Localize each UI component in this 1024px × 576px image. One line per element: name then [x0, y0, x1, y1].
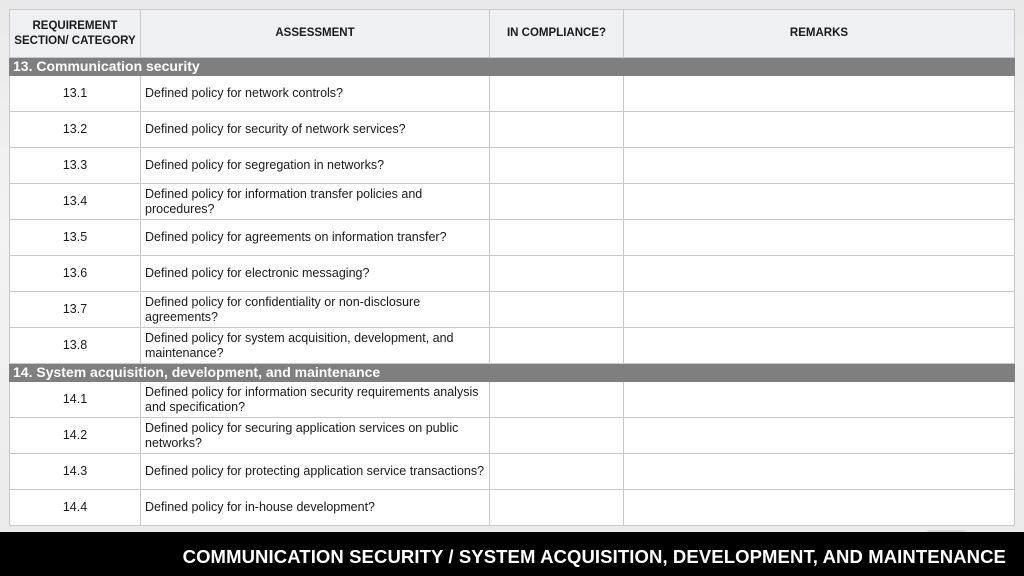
requirement-number-cell: 13.6	[10, 256, 141, 292]
table-row	[10, 328, 1015, 364]
table-row	[10, 76, 1015, 112]
section-header-row	[10, 364, 1015, 382]
compliance-cell[interactable]	[490, 418, 624, 454]
remarks-cell[interactable]	[624, 76, 1015, 112]
assessment-cell: Defined policy for information security requirements analysis and specification?	[141, 382, 490, 418]
assessment-cell: Defined policy for system acquisition, development, and maintenance?	[141, 328, 490, 364]
remarks-cell[interactable]	[624, 454, 1015, 490]
compliance-cell[interactable]	[490, 112, 624, 148]
section-title: 13. Communication security	[10, 58, 1015, 76]
header-compliance: IN COMPLIANCE?	[490, 10, 624, 58]
compliance-cell[interactable]	[490, 328, 624, 364]
assessment-cell: Defined policy for segregation in networks?	[141, 148, 490, 184]
compliance-cell[interactable]	[490, 454, 624, 490]
requirement-number-cell: 13.1	[10, 76, 141, 112]
table-row	[10, 148, 1015, 184]
table-row	[10, 490, 1015, 526]
assessment-cell: Defined policy for agreements on information transfer?	[141, 220, 490, 256]
remarks-cell[interactable]	[624, 328, 1015, 364]
remarks-cell[interactable]	[624, 382, 1015, 418]
remarks-cell[interactable]	[624, 220, 1015, 256]
section-title: 14. System acquisition, development, and maintenance	[10, 364, 1015, 382]
compliance-cell[interactable]	[490, 184, 624, 220]
remarks-cell[interactable]	[624, 292, 1015, 328]
assessment-cell: Defined policy for protecting application service transactions?	[141, 454, 490, 490]
table-row	[10, 256, 1015, 292]
table-row	[10, 184, 1015, 220]
assessment-cell: Defined policy for confidentiality or non-disclosure agreements?	[141, 292, 490, 328]
footer-title: COMMUNICATION SECURITY / SYSTEM ACQUISITION, DEVELOPMENT, AND MAINTENANCE	[182, 546, 1006, 567]
remarks-cell[interactable]	[624, 184, 1015, 220]
remarks-cell[interactable]	[624, 148, 1015, 184]
assessment-cell: Defined policy for electronic messaging?	[141, 256, 490, 292]
assessment-cell: Defined policy for information transfer policies and procedures?	[141, 184, 490, 220]
assessment-cell: Defined policy for security of network services?	[141, 112, 490, 148]
compliance-cell[interactable]	[490, 382, 624, 418]
header-category: REQUIREMENT SECTION/ CATEGORY	[10, 10, 141, 58]
header-assessment: ASSESSMENT	[141, 10, 490, 58]
remarks-cell[interactable]	[624, 490, 1015, 526]
compliance-cell[interactable]	[490, 256, 624, 292]
requirement-number-cell: 13.8	[10, 328, 141, 364]
remarks-cell[interactable]	[624, 112, 1015, 148]
requirement-number-cell: 13.2	[10, 112, 141, 148]
compliance-cell[interactable]	[490, 76, 624, 112]
compliance-cell[interactable]	[490, 220, 624, 256]
requirement-number-cell: 14.1	[10, 382, 141, 418]
table-row	[10, 292, 1015, 328]
requirement-number-cell: 13.7	[10, 292, 141, 328]
header-remarks: REMARKS	[624, 10, 1015, 58]
compliance-cell[interactable]	[490, 490, 624, 526]
requirement-number-cell: 14.3	[10, 454, 141, 490]
table-row	[10, 220, 1015, 256]
requirement-number-cell: 13.5	[10, 220, 141, 256]
remarks-cell[interactable]	[624, 256, 1015, 292]
requirement-number-cell: 13.4	[10, 184, 141, 220]
requirement-number-cell: 14.4	[10, 490, 141, 526]
compliance-cell[interactable]	[490, 292, 624, 328]
requirement-number-cell: 14.2	[10, 418, 141, 454]
header-row	[10, 10, 1015, 58]
assessment-cell: Defined policy for network controls?	[141, 76, 490, 112]
table-body	[10, 58, 1015, 526]
table-row	[10, 112, 1015, 148]
compliance-table	[9, 9, 1015, 526]
assessment-cell: Defined policy for securing application services on public networks?	[141, 418, 490, 454]
assessment-cell: Defined policy for in-house development?	[141, 490, 490, 526]
remarks-cell[interactable]	[624, 418, 1015, 454]
table-header	[10, 10, 1015, 58]
table-row	[10, 454, 1015, 490]
compliance-cell[interactable]	[490, 148, 624, 184]
table-row	[10, 418, 1015, 454]
section-header-row	[10, 58, 1015, 76]
requirement-number-cell: 13.3	[10, 148, 141, 184]
table-row	[10, 382, 1015, 418]
